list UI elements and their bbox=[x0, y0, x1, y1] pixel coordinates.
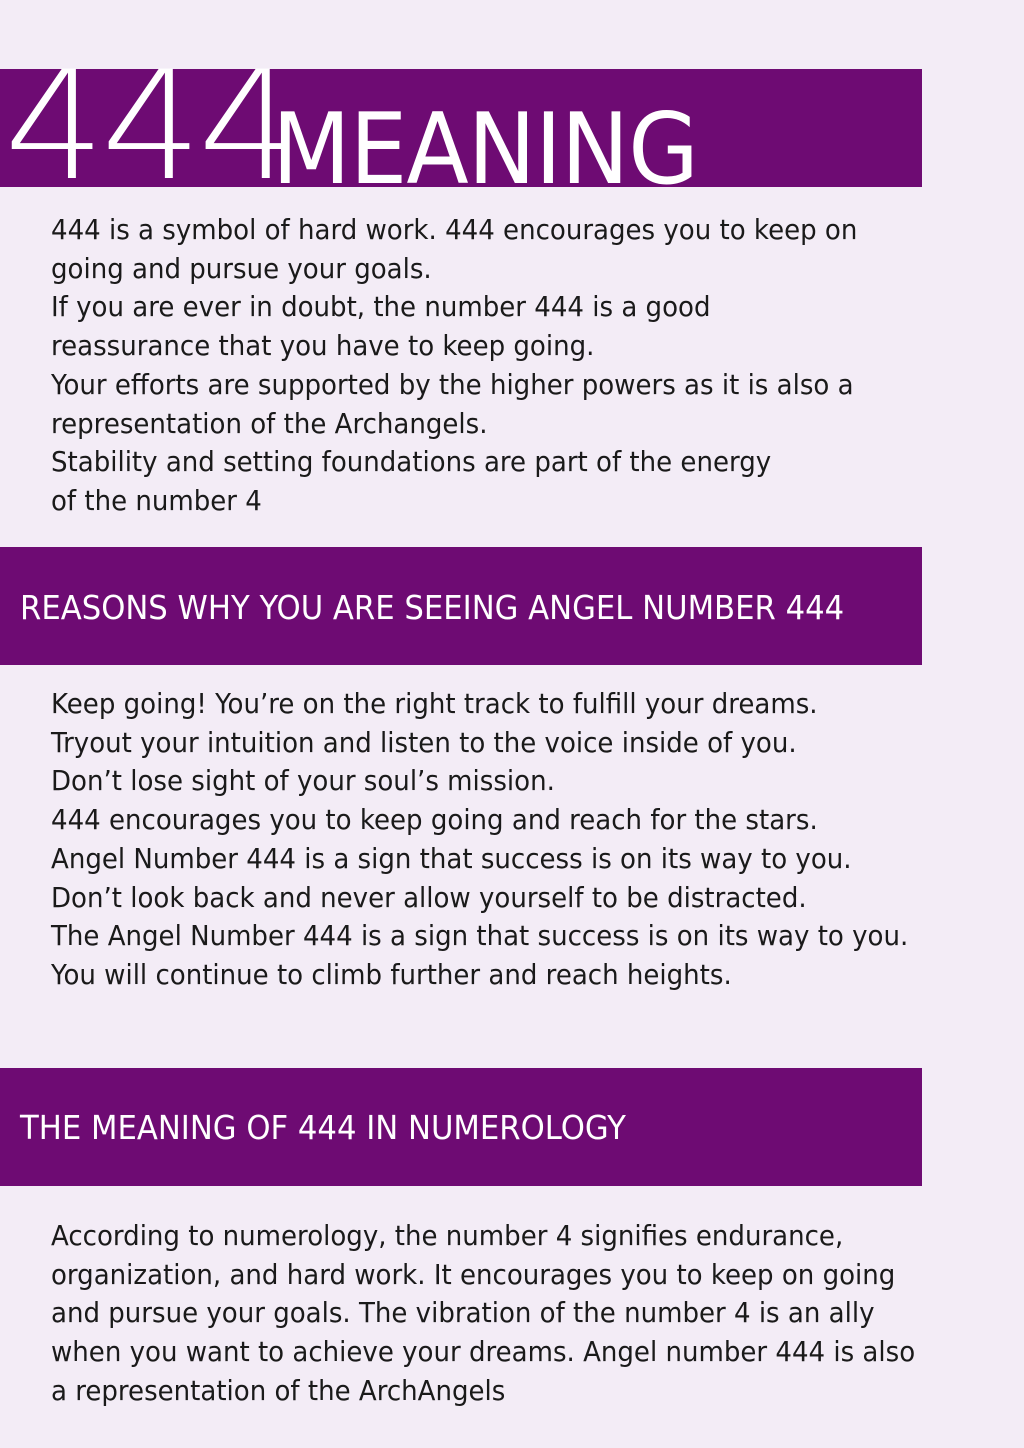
reasons-line: Don’t look back and never allow yourself to be distracted. bbox=[51, 880, 807, 914]
intro-line: 444 is a symbol of hard work. 444 encourages you to keep on bbox=[51, 213, 858, 246]
reasons-line: You will continue to climb further and reach heights. bbox=[51, 957, 732, 991]
reasons-line: 444 encourages you to keep going and reach for the stars. bbox=[51, 803, 818, 837]
numerology-line: when you want to achieve your dreams. Angel number 444 is also bbox=[51, 1335, 916, 1369]
numerology-line: According to numerology, the number 4 signifies endurance, bbox=[51, 1219, 844, 1252]
intro-paragraph bbox=[51, 211, 918, 521]
reasons-line: Tryout your intuition and listen to the voice inside of you. bbox=[51, 725, 797, 759]
intro-line: representation of the Archangels. bbox=[51, 406, 488, 440]
intro-line: Stability and setting foundations are part of the energy bbox=[51, 445, 772, 479]
numerology-line: and pursue your goals. The vibration of the number 4 is an ally bbox=[51, 1296, 875, 1330]
intro-line: Your efforts are supported by the higher powers as it is also a bbox=[51, 367, 854, 401]
numerology-heading: THE MEANING OF 444 IN NUMEROLOGY bbox=[20, 1108, 626, 1147]
reasons-paragraph bbox=[51, 685, 973, 995]
intro-line: going and pursue your goals. bbox=[51, 251, 432, 285]
title-number: 444 bbox=[4, 40, 295, 214]
numerology-paragraph bbox=[51, 1217, 980, 1411]
title-word: MEANING bbox=[272, 93, 698, 207]
numerology-line: a representation of the ArchAngels bbox=[51, 1373, 506, 1407]
reasons-line: The Angel Number 444 is a sign that success is on its way to you. bbox=[51, 919, 909, 953]
reasons-line: Angel Number 444 is a sign that success is on its way to you. bbox=[51, 841, 852, 875]
numerology-line: organization, and hard work. It encourages you to keep on going bbox=[51, 1257, 896, 1291]
reasons-heading: REASONS WHY YOU ARE SEEING ANGEL NUMBER 444 bbox=[20, 588, 845, 627]
intro-line: of the number 4 bbox=[51, 483, 262, 517]
intro-line: reassurance that you have to keep going. bbox=[51, 329, 595, 363]
intro-line: If you are ever in doubt, the number 444 is a good bbox=[51, 290, 711, 324]
reasons-line: Keep going! You’re on the right track to fulfill your dreams. bbox=[51, 687, 818, 720]
reasons-line: Don’t lose sight of your soul’s mission. bbox=[51, 764, 555, 798]
